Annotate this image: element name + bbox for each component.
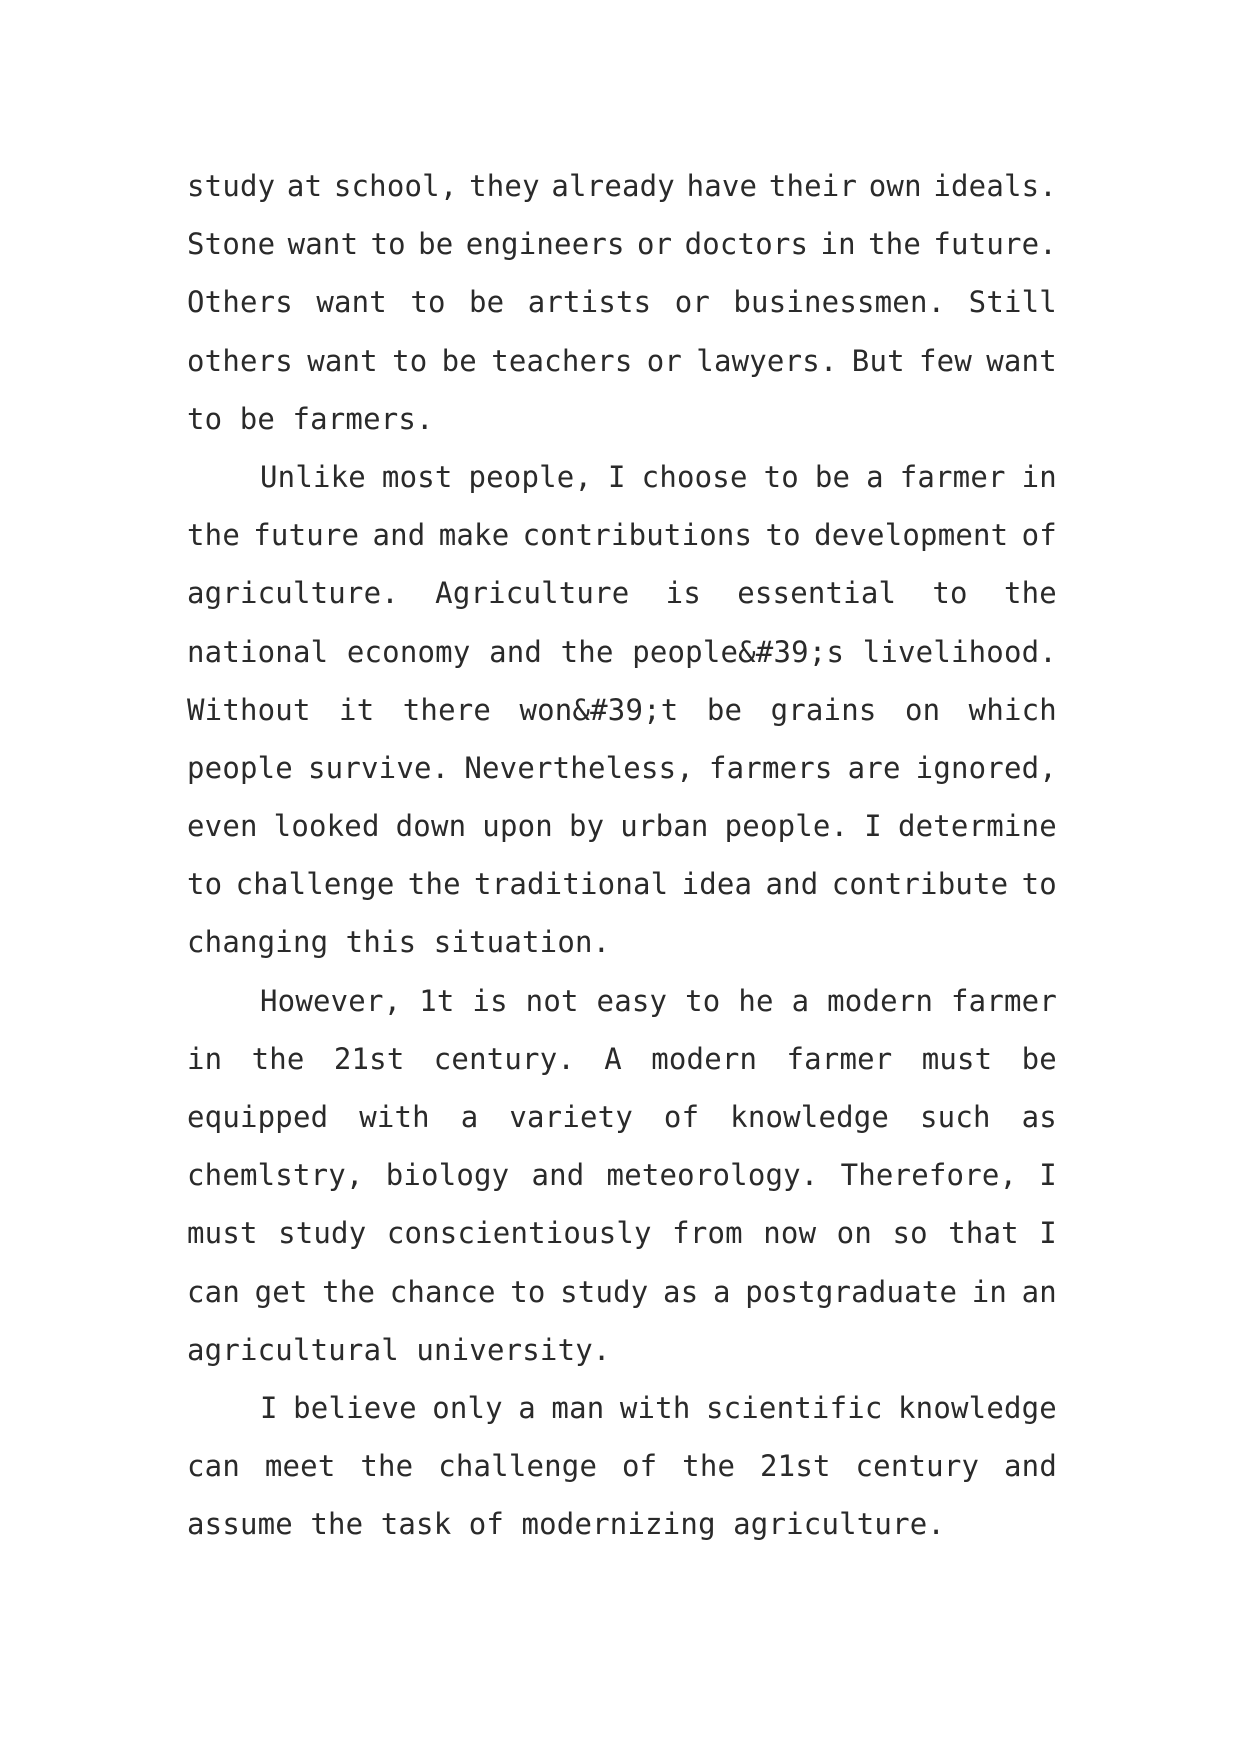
paragraph (187, 448, 1057, 972)
text-line: must study conscientiously from now on so that I (187, 1216, 1057, 1251)
text-line: chemlstry, biology and meteorology. Therefore, I (187, 1158, 1057, 1193)
text-line: I believe only a man with scientific knowledge (260, 1390, 1057, 1425)
paragraph (187, 157, 1057, 448)
text-line: Others want to be artists or businessmen. Still (187, 285, 1057, 320)
essay-body (187, 157, 1057, 1554)
text-line: in the 21st century. A modern farmer must be (187, 1041, 1057, 1076)
text-line: agricultural university. (187, 1332, 611, 1367)
text-line: people survive. Nevertheless, farmers are ignored, (187, 750, 1057, 785)
text-line: to be farmers. (187, 401, 434, 436)
text-line: national economy and the people&#39;s livelihood. (187, 634, 1057, 669)
text-line: even looked down upon by urban people. I determine (187, 809, 1057, 844)
text-line: study at school, they already have their own ideals. (187, 169, 1057, 203)
paragraph (187, 972, 1057, 1379)
text-line: to challenge the traditional idea and contribute to (187, 867, 1057, 902)
text-line: the future and make contributions to development of (187, 518, 1057, 553)
text-line: equipped with a variety of knowledge such as (187, 1100, 1057, 1134)
text-line: Without it there won&#39;t be grains on which (187, 692, 1057, 727)
text-line: agriculture. Agriculture is essential to the (187, 576, 1057, 611)
text-line: However, 1t is not easy to he a modern farmer (260, 983, 1057, 1018)
text-line: can meet the challenge of the 21st century and (187, 1449, 1057, 1484)
text-line: assume the task of modernizing agriculture. (187, 1507, 946, 1542)
paragraph (187, 1379, 1057, 1554)
text-line: Stone want to be engineers or doctors in the future. (187, 227, 1057, 262)
text-line: others want to be teachers or lawyers. But few want (187, 343, 1057, 378)
text-line: Unlike most people, I choose to be a farmer in (260, 459, 1057, 494)
text-line: changing this situation. (187, 925, 611, 960)
text-line: can get the chance to study as a postgraduate in an (187, 1274, 1057, 1309)
